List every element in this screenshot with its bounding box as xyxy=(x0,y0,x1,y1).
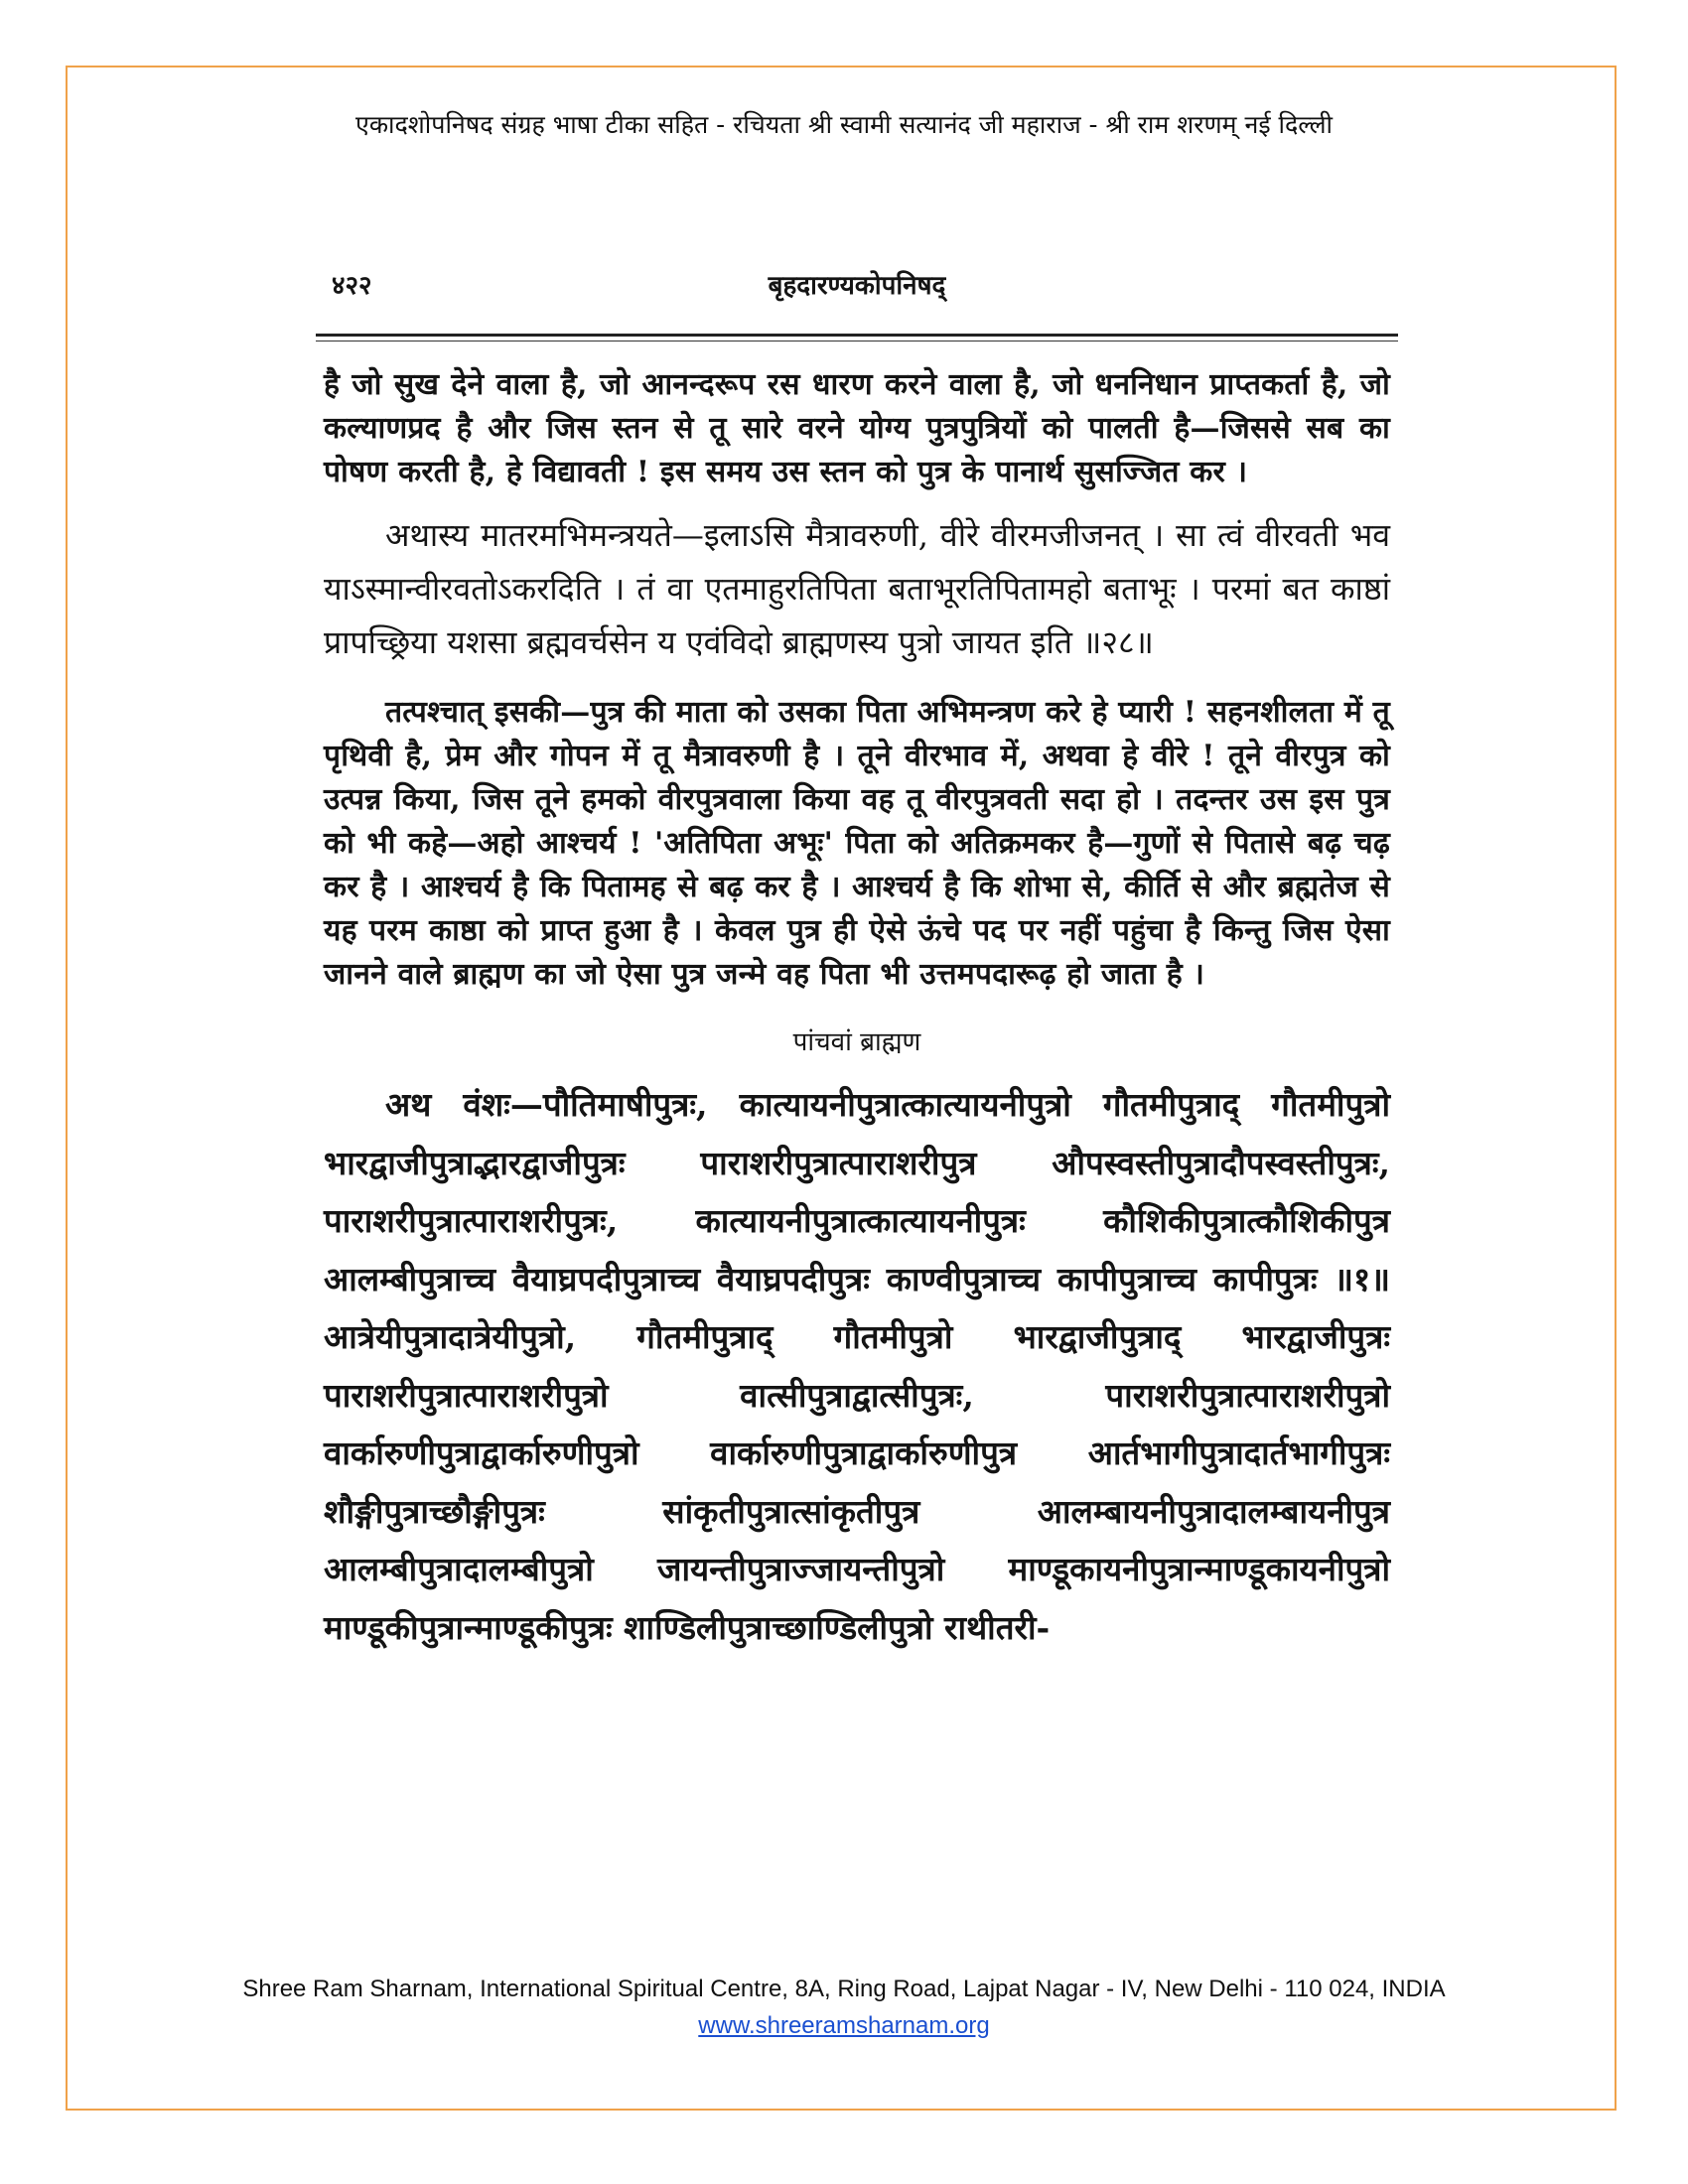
section-title: पांचवां ब्राह्मण xyxy=(792,1027,921,1057)
website-link[interactable]: www.shreeramsharnam.org xyxy=(698,2012,990,2039)
lineage-verse: अथ वंशः—पौतिमाषीपुत्रः, कात्यायनीपुत्रात्कात्यायनीपुत्रो गौतमीपुत्राद् गौतमीपुत्रो भारद्वाजीपुत्राद्भारद्वाजीपुत्रः पाराशरीपुत्रात्पाराशरीपुत्र औपस्वस्तीपुत्रादौपस्वस्तीपुत्रः, पाराशरीपुत्रात्पाराशरीपुत्रः, कात्यायनीपुत्रात्कात्यायनीपुत्रः कौशिकीपुत्रात्कौशिकीपुत्र आलम्बीपुत्राच्च वैयाघ्रपदीपुत्राच्च वैयाघ्रपदीपुत्रः काण्वीपुत्राच्च कापीपुत्राच्च कापीपुत्रः ॥१॥ आत्रेयीपुत्रादात्रेयीपुत्रो, गौतमीपुत्राद् गौतमीपुत्रो भारद्वाजीपुत्राद् भारद्वाजीपुत्रः पाराशरीपुत्रात्पाराशरीपुत्रो वात्सीपुत्राद्वात्सीपुत्रः, पाराशरीपुत्रात्पाराशरीपुत्रो वार्कारुणीपुत्राद्वार्कारुणीपुत्रो वार्कारुणीपुत्राद्वार्कारुणीपुत्र आर्तभागीपुत्रादार्तभागीपुत्रः शौङ्गीपुत्राच्छौङ्गीपुत्रः सांकृतीपुत्रात्सांकृतीपुत्र आलम्बायनीपुत्रादालम्बायनीपुत्र आलम्बीपुत्रादालम्बीपुत्रो जायन्तीपुत्राज्जायन्तीपुत्रो माण्डूकायनीपुत्रान्माण्डूकायनीपुत्रो माण्डूकीपुत्रान्माण्डूकीपुत्रः शाण्डिलीपुत्राच्छाण्डिलीपुत्रो राथीतरी- xyxy=(324,1085,1390,1647)
hindi-paragraph-1: है जो सुख देने वाला है, जो आनन्दरूप रस धारण करने वाला है, जो धननिधान प्राप्तकर्ता है, जो कल्याणप्रद है और जिस स्तन से तू सारे वरने योग्य पुत्रपुत्रियों को पालती है—जिससे सब का पोषण करती है, हे विद्यावती ! इस समय उस स्तन को पुत्र के पानार्थ सुसज्जित कर । xyxy=(324,367,1390,489)
page-number: ४२२ xyxy=(332,271,372,301)
header-rule xyxy=(316,334,1398,337)
sanskrit-verse: अथास्य मातरमभिमन्त्रयते—इलाऽसि मैत्रावरुणी, वीरे वीरमजीजनत् । सा त्वं वीरवती भव याऽस्मान्वीरवतोऽकरदिति । तं वा एतमाहुरतिपिता बताभूरतिपितामहो बताभूः । परमां बत काष्ठां प्रापच्छ्रिया यशसा ब्रह्मवर्चसेन य एवंविदो ब्राह्मणस्य पुत्रो जायत इति ॥२८॥ xyxy=(324,516,1390,661)
footer-address: Shree Ram Sharnam, International Spiritual Centre, 8A, Ring Road, Lajpat Nagar - IV, New Delhi - 110 024, INDIA xyxy=(242,1976,1446,2002)
running-title: बृहदारण्यकोपनिषद् xyxy=(768,271,946,301)
document-header: एकादशोपनिषद संग्रह भाषा टीका सहित - रचियता श्री स्वामी सत्यानंद जी महाराज - श्री राम शरणम् नई दिल्ली xyxy=(355,110,1333,139)
page-header xyxy=(316,260,1398,308)
hindi-paragraph-2: तत्पश्चात् इसकी—पुत्र की माता को उसका पिता अभिमन्त्रण करे हे प्यारी ! सहनशीलता में तू पृथिवी है, प्रेम और गोपन में तू मैत्रावरुणी है । तूने वीरभाव में, अथवा हे वीरे ! तूने वीरपुत्र को उत्पन्न किया, जिस तूने हमको वीरपुत्रवाला किया वह तू वीरपुत्रवती सदा हो । तदन्तर उस इस पुत्र को भी कहे—अहो आश्चर्य ! 'अतिपिता अभूः' पिता को अतिक्रमकर है—गुणों से पितासे बढ़ चढ़ कर है । आश्चर्य है कि पितामह से बढ़ कर है । आश्चर्य है कि शोभा से, कीर्ति से और ब्रह्मतेज से यह परम काष्ठा को प्राप्त हुआ है । केवल पुत्र ही ऐसे ऊंचे पद पर नहीं पहुंचा है किन्तु जिस ऐसा जानने वाले ब्राह्मण का जो ऐसा पुत्र जन्मे वह पिता भी उत्तमपदारूढ़ हो जाता है । xyxy=(324,695,1390,992)
scanned-page xyxy=(316,260,1398,1953)
